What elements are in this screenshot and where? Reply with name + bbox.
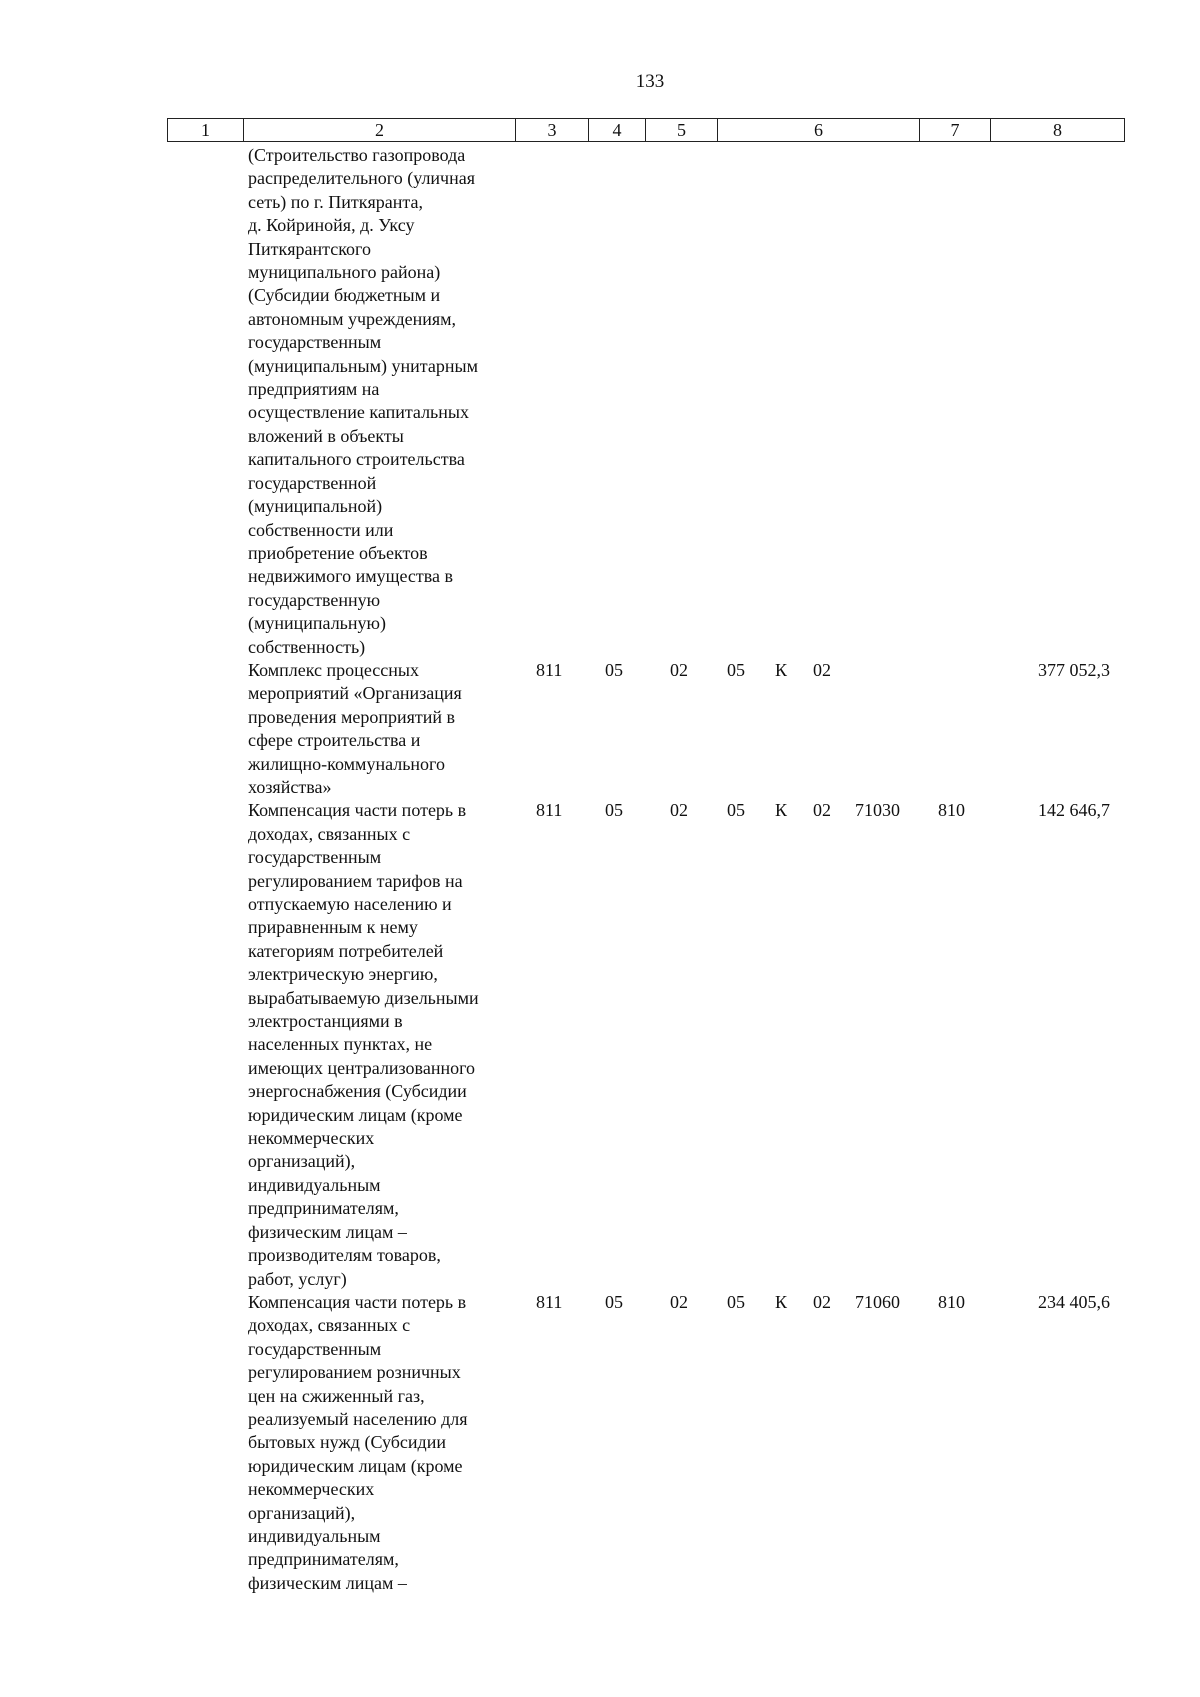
header-row bbox=[168, 119, 1125, 142]
cell-col-5: 02 bbox=[670, 1291, 688, 1312]
cell-col-8-amount: 142 646,7 bbox=[1038, 800, 1110, 821]
header-col-5: 5 bbox=[646, 119, 718, 142]
table-row bbox=[0, 799, 1200, 1291]
cell-col-6-program: 05 bbox=[727, 659, 745, 680]
header-col-4: 4 bbox=[589, 119, 646, 142]
cell-col-3: 811 bbox=[536, 1291, 563, 1312]
cell-col-6-type: К bbox=[775, 800, 788, 821]
cell-col-3: 811 bbox=[536, 800, 563, 821]
cell-col-5: 02 bbox=[670, 659, 688, 680]
cell-col-6-direction: 71060 bbox=[855, 1291, 900, 1312]
header-col-8: 8 bbox=[991, 119, 1125, 142]
cell-col-7: 810 bbox=[938, 800, 965, 821]
table-row bbox=[0, 1291, 1200, 1595]
cell-col-8-amount: 234 405,6 bbox=[1038, 1291, 1110, 1312]
row-description: (Строительство газопровода распределительного (уличная сеть) по г. Питкяранта, д. Койринойя, д. Уксу Питкярантского муниципального района) (Субсидии бюджетным и автономным учреждениям, государственным (муниципальным) унитарным предприятиям на осуществление капитальных вложений в объекты капитального строительства государственной (муниципальной) собственности или приобретение объектов недвижимого имущества в государственную (муниципальную) собственность) bbox=[248, 145, 478, 657]
row-description: Компенсация части потерь в доходах, связанных с государственным регулированием тарифов на отпускаемую населению и приравненным к нему категориям потребителей электрическую энергию, вырабатываемую дизельными электростанциями в населенных пунктах, не имеющих централизованного энергоснабжения (Субсидии юридическим лицам (кроме некоммерческих организаций), индивидуальным предпринимателям, физическим лицам – производителям товаров, работ, услуг) bbox=[248, 800, 479, 1289]
header-col-7: 7 bbox=[920, 119, 991, 142]
header-col-1: 1 bbox=[168, 119, 244, 142]
row-description: Комплекс процессных мероприятий «Организация проведения мероприятий в сфере строительства и жилищно-коммунального хозяйства» bbox=[248, 659, 462, 797]
cell-col-6-subprogram: 02 bbox=[813, 659, 831, 680]
table-body bbox=[0, 144, 1200, 1595]
header-col-3: 3 bbox=[516, 119, 589, 142]
cell-col-4: 05 bbox=[605, 800, 623, 821]
cell-col-4: 05 bbox=[605, 1291, 623, 1312]
cell-col-7: 810 bbox=[938, 1291, 965, 1312]
cell-col-6-type: К bbox=[775, 659, 788, 680]
cell-col-4: 05 bbox=[605, 659, 623, 680]
cell-col-6-direction: 71030 bbox=[855, 800, 900, 821]
cell-col-8-amount: 377 052,3 bbox=[1038, 659, 1110, 680]
cell-col-6-program: 05 bbox=[727, 800, 745, 821]
cell-col-6-program: 05 bbox=[727, 1291, 745, 1312]
table-row bbox=[0, 659, 1200, 799]
cell-col-6-type: К bbox=[775, 1291, 788, 1312]
cell-col-5: 02 bbox=[670, 800, 688, 821]
header-col-2: 2 bbox=[244, 119, 516, 142]
cell-col-6-subprogram: 02 bbox=[813, 800, 831, 821]
page-number: 133 bbox=[635, 71, 665, 92]
row-description: Компенсация части потерь в доходах, связанных с государственным регулированием розничных цен на сжиженный газ, реализуемый населению для бытовых нужд (Субсидии юридическим лицам (кроме некоммерческих организаций), индивидуальным предпринимателям, физическим лицам – bbox=[248, 1291, 468, 1593]
table-row bbox=[0, 144, 1200, 659]
cell-col-3: 811 bbox=[536, 659, 563, 680]
column-header-table bbox=[167, 118, 1125, 142]
header-col-6: 6 bbox=[718, 119, 920, 142]
cell-col-6-subprogram: 02 bbox=[813, 1291, 831, 1312]
